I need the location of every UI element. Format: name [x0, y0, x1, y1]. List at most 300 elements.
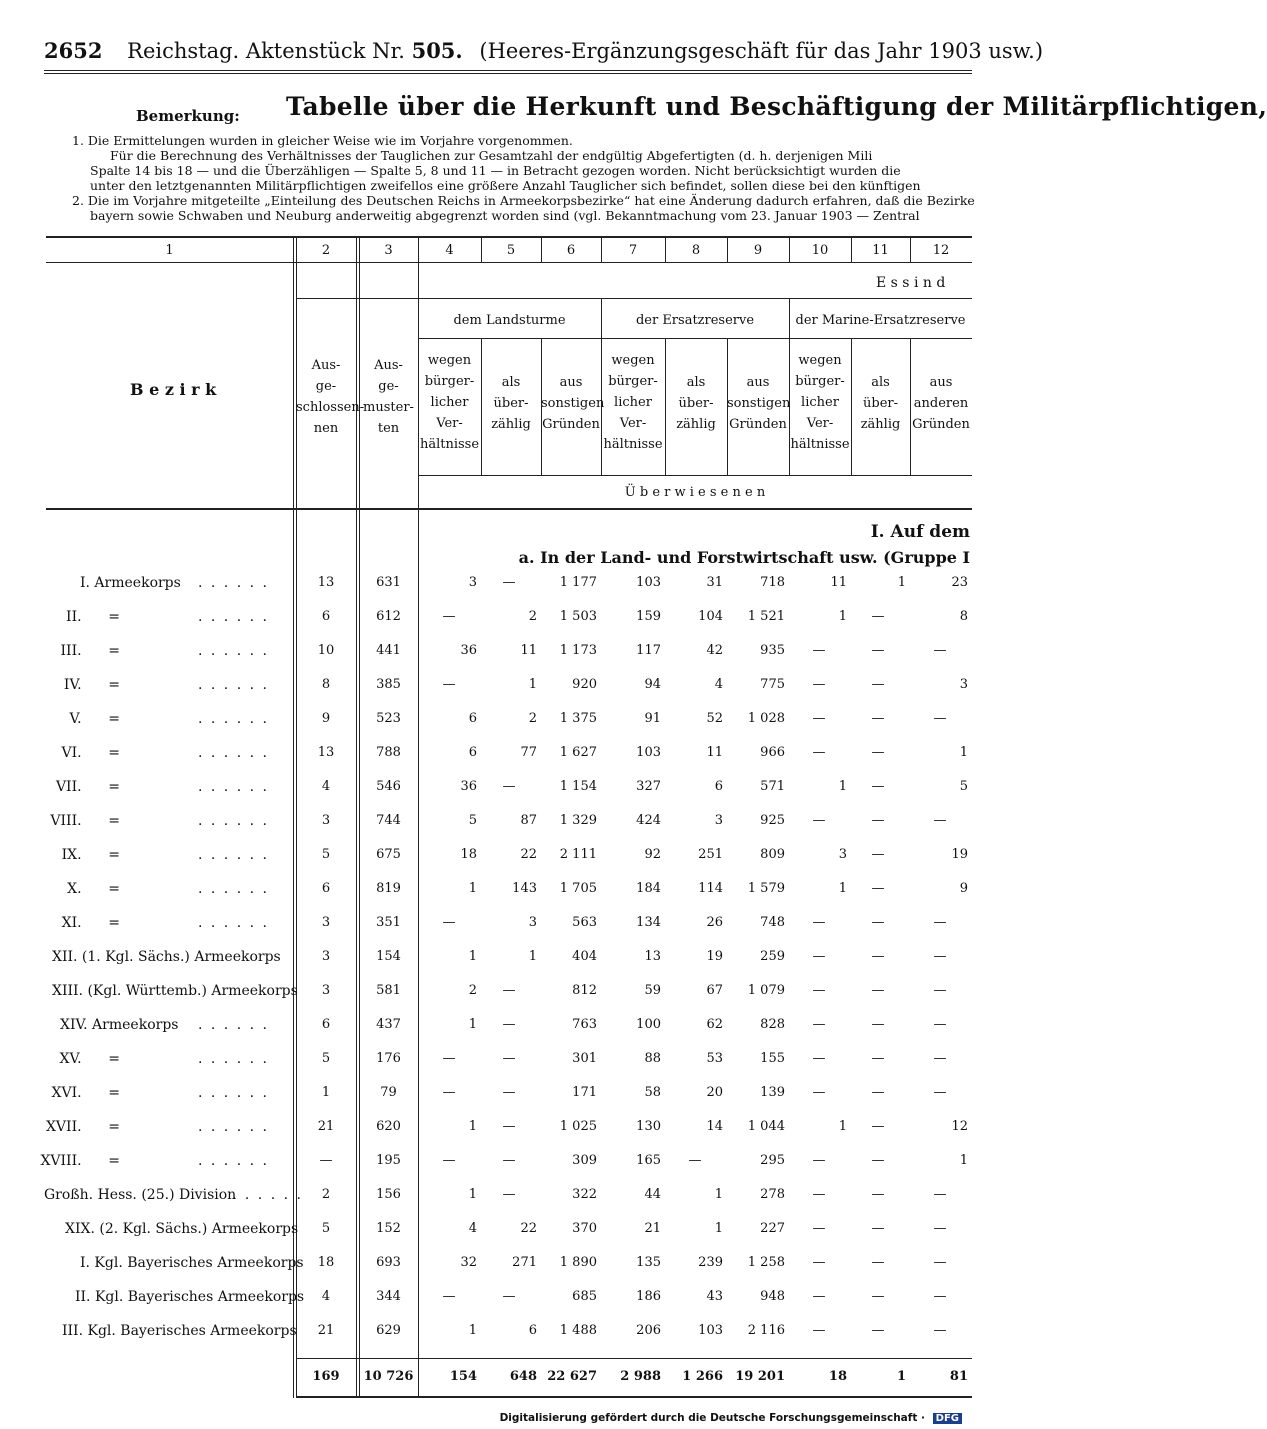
row-label: XVIII. = — [40, 1153, 120, 1169]
table-cell: — — [812, 1255, 826, 1270]
row-label: I. Kgl. Bayerisches Armeekorps — [80, 1255, 304, 1271]
row-label: XIII. (Kgl. Württemb.) Armeekorps — [52, 983, 298, 999]
footer-text: Digitalisierung gefördert durch die Deutsche Forschungsgemeinschaft · — [499, 1412, 925, 1424]
total-cell: 1 266 — [682, 1369, 723, 1384]
row-label: XIV. Armeekorps — [60, 1017, 179, 1033]
table-cell: 23 — [951, 575, 968, 590]
table-cell: 135 — [636, 1255, 661, 1270]
leader-dots: . . . . . . — [198, 813, 269, 829]
leader-dots: . . . . . . — [198, 643, 269, 659]
col-number: 8 — [691, 243, 701, 258]
table-cell: 2 — [468, 983, 477, 998]
header-line: zählig — [676, 417, 716, 432]
table-cell: 1 — [838, 1119, 847, 1134]
page-number: 2652 — [44, 38, 103, 63]
col-als-ueberzaehlig — [851, 372, 910, 435]
table-cell: — — [871, 711, 885, 726]
header-line: aus — [746, 375, 770, 390]
header-line: Ver- — [436, 416, 463, 431]
table-cell: 4 — [321, 779, 331, 794]
table-cell: — — [812, 677, 826, 692]
table-cell: 14 — [706, 1119, 723, 1134]
table-cell: 26 — [706, 915, 723, 930]
col-als-ueberzaehlig — [481, 372, 541, 435]
table-cell: 2 — [528, 609, 537, 624]
table-cell: 11 — [706, 745, 723, 760]
table-cell: — — [871, 677, 885, 692]
footer-credit — [500, 1412, 962, 1424]
header-rule — [44, 70, 972, 71]
header-line: wegen — [611, 353, 655, 368]
table-cell: 12 — [951, 1119, 968, 1134]
table-cell: 1 — [714, 1187, 723, 1202]
table-cell: 171 — [572, 1085, 597, 1100]
ueberwiesenen-heading: Ü b e r w i e s e n e n — [624, 485, 766, 500]
table-cell: — — [871, 1119, 885, 1134]
table-cell: 744 — [376, 813, 401, 828]
table-cell: — — [812, 1051, 826, 1066]
table-cell: 3 — [714, 813, 723, 828]
table-main-title: Tabelle über die Herkunft und Beschäftigung der Militärpflichtigen, — [286, 92, 1267, 121]
table-cell: 9 — [321, 711, 331, 726]
header-line: aus — [929, 375, 953, 390]
table-cell: 18 — [317, 1255, 335, 1270]
table-cell: — — [812, 1289, 826, 1304]
table-cell: — — [933, 1051, 947, 1066]
table-cell: 44 — [644, 1187, 661, 1202]
table-cell: 763 — [572, 1017, 597, 1032]
table-cell: — — [871, 643, 885, 658]
table-cell: 775 — [760, 677, 785, 692]
header-line: Gründen — [729, 417, 787, 432]
table-cell: 176 — [376, 1051, 401, 1066]
table-cell: 11 — [520, 643, 537, 658]
header-line: bürger- — [424, 374, 475, 389]
table-cell: 1 — [468, 1187, 477, 1202]
table-cell: 5 — [959, 779, 968, 794]
table-cell: — — [502, 1017, 516, 1032]
table-cell: 523 — [376, 711, 401, 726]
table-cell: 385 — [376, 677, 401, 692]
table-cell: — — [502, 779, 516, 794]
header-line: ten — [377, 421, 400, 436]
table-cell: — — [442, 1289, 456, 1304]
table-cell: 6 — [321, 881, 331, 896]
table-cell: 59 — [644, 983, 661, 998]
row-label: IV. = — [63, 677, 120, 693]
table-cell: 88 — [644, 1051, 661, 1066]
table-cell: 2 116 — [747, 1323, 785, 1338]
table-cell: 21 — [644, 1221, 661, 1236]
table-cell: 13 — [317, 575, 335, 590]
leader-dots: . . . . . . — [198, 847, 269, 863]
table-cell: 8 — [321, 677, 331, 692]
table-cell: — — [933, 1017, 947, 1032]
table-cell: 5 — [468, 813, 477, 828]
note-line: unter den letztgenannten Militärpflichtigen zweifellos eine größere Anzahl Tauglicher sich befindet, sollen diese bei den künftigen — [90, 178, 921, 193]
total-cell: 19 201 — [735, 1369, 785, 1384]
table-cell: 935 — [760, 643, 785, 658]
header-line: als — [686, 375, 706, 390]
table-cell: 10 — [317, 643, 335, 658]
col-number: 7 — [628, 243, 638, 258]
table-top-rule — [46, 236, 972, 238]
table-cell: 3 — [321, 813, 331, 828]
table-cell: 6 — [714, 779, 723, 794]
total-cell: 81 — [949, 1369, 968, 1384]
table-cell: — — [502, 575, 516, 590]
table-cell: — — [871, 779, 885, 794]
table-cell: — — [442, 677, 456, 692]
header-line: zählig — [491, 417, 531, 432]
row-label: III. = — [60, 643, 120, 659]
leader-dots: . . . . . . — [198, 677, 269, 693]
table-cell: 322 — [572, 1187, 597, 1202]
row-label: III. Kgl. Bayerisches Armeekorps — [62, 1323, 297, 1339]
table-cell: 1 — [468, 949, 477, 964]
table-cell: 693 — [376, 1255, 401, 1270]
table-cell: — — [502, 1153, 516, 1168]
table-cell: — — [688, 1153, 702, 1168]
table-cell: 1 — [468, 1119, 477, 1134]
group-rule — [418, 338, 972, 339]
table-cell: 1 — [838, 779, 847, 794]
header-line: Gründen — [542, 417, 600, 432]
table-cell: 114 — [698, 881, 723, 896]
table-cell: 1 503 — [559, 609, 597, 624]
leader-dots: . . . . . . — [198, 1017, 269, 1033]
table-cell: 22 — [520, 847, 537, 862]
table-cell: — — [812, 949, 826, 964]
header-line: ge- — [315, 379, 337, 394]
group-marine-ersatzreserve: der Marine-Ersatzreserve — [795, 313, 966, 328]
table-cell: — — [871, 881, 885, 896]
header-line: licher — [801, 395, 839, 410]
col-wegen-buergerlicher-verhaeltnisse — [601, 350, 665, 455]
total-cell: 22 627 — [547, 1369, 597, 1384]
leader-dots: . . . . . . — [198, 1051, 269, 1067]
table-cell: — — [812, 1153, 826, 1168]
table-cell: — — [871, 1255, 885, 1270]
note-line: 2. Die im Vorjahre mitgeteilte „Einteilung des Deutschen Reichs in Armeekorpsbezirke“ hat eine Änderung dadurch erfahren, daß die Bezirke — [72, 193, 975, 208]
remark-label: Bemerkung: — [136, 107, 240, 125]
row-label: II. = — [66, 609, 120, 625]
table-cell: — — [871, 1153, 885, 1168]
row-label: XVI. = — [51, 1085, 120, 1101]
table-cell: — — [933, 1187, 947, 1202]
table-cell: 4 — [468, 1221, 477, 1236]
row-label: VIII. = — [50, 813, 120, 829]
table-cell: — — [871, 1051, 885, 1066]
row-label: II. Kgl. Bayerisches Armeekorps — [75, 1289, 305, 1305]
col-number: 9 — [753, 243, 763, 258]
total-cell: 1 — [896, 1369, 906, 1384]
table-cell: 92 — [644, 847, 661, 862]
table-cell: 1 — [959, 1153, 968, 1168]
header-title: Reichstag. Aktenstück Nr. — [127, 39, 405, 63]
table-cell: 87 — [520, 813, 537, 828]
table-cell: 1 177 — [559, 575, 597, 590]
table-cell: 1 — [714, 1221, 723, 1236]
leader-dots: . . . . . . — [198, 779, 269, 795]
table-cell: — — [319, 1153, 333, 1168]
header-line: schlossen- — [296, 400, 365, 415]
row-label: V. = — [69, 711, 120, 727]
table-cell: 295 — [760, 1153, 785, 1168]
table-cell: — — [442, 1085, 456, 1100]
row-label: XII. (1. Kgl. Sächs.) Armeekorps — [52, 949, 281, 965]
dfg-logo: DFG — [933, 1413, 962, 1424]
col-number: 6 — [566, 243, 576, 258]
header-line: als — [871, 375, 890, 390]
table-cell: 1 579 — [747, 881, 785, 896]
table-cell: — — [442, 1051, 456, 1066]
table-cell: — — [812, 915, 826, 930]
table-cell: 103 — [698, 1323, 723, 1338]
header-line: hältnisse — [603, 437, 663, 452]
header-line: aus — [559, 375, 583, 390]
table-cell: 3 — [959, 677, 968, 692]
leader-dots: . . . . . . — [198, 575, 269, 591]
es-sind-rule — [296, 298, 972, 299]
table-cell: 1 — [468, 881, 477, 896]
col-wegen-buergerlicher-verhaeltnisse — [418, 350, 481, 455]
table-cell: 227 — [760, 1221, 785, 1236]
table-cell: 629 — [376, 1323, 401, 1338]
table-cell: 186 — [636, 1289, 661, 1304]
table-cell: 13 — [644, 949, 661, 964]
table-cell: 1 — [468, 1017, 477, 1032]
table-cell: — — [871, 1289, 885, 1304]
table-cell: — — [502, 1085, 516, 1100]
col-number: 12 — [932, 243, 950, 258]
table-cell: 154 — [376, 949, 401, 964]
table-cell: 103 — [636, 575, 661, 590]
table-cell: 11 — [830, 575, 847, 590]
table-cell: 152 — [376, 1221, 401, 1236]
table-cell: 788 — [376, 745, 401, 760]
table-cell: 156 — [376, 1187, 401, 1202]
table-cell: 301 — [572, 1051, 597, 1066]
table-cell: — — [871, 1323, 885, 1338]
table-cell: — — [502, 983, 516, 998]
leader-dots: . . . . . . — [198, 609, 269, 625]
table-cell: — — [812, 1085, 826, 1100]
header-line: wegen — [427, 353, 472, 368]
table-cell: — — [871, 847, 885, 862]
note-line: bayern sowie Schwaben und Neuburg anderweitig abgegrenzt worden sind (vgl. Bekanntmachung vom 23. Januar 1903 — Zentral — [90, 208, 920, 223]
table-cell: — — [812, 1221, 826, 1236]
table-cell: 103 — [636, 745, 661, 760]
table-cell: — — [871, 745, 885, 760]
table-cell: 6 — [468, 711, 477, 726]
table-cell: 1 890 — [559, 1255, 597, 1270]
table-cell: 612 — [376, 609, 401, 624]
leader-dots: . . . . . . — [198, 711, 269, 727]
header-line: als — [501, 375, 521, 390]
leader-dots: . . . . . . — [232, 1187, 303, 1203]
total-cell: 154 — [449, 1369, 477, 1384]
table-cell: — — [442, 915, 456, 930]
table-cell: — — [502, 1289, 516, 1304]
table-cell: 1 — [959, 745, 968, 760]
table-cell: 1 258 — [747, 1255, 785, 1270]
table-cell: 165 — [636, 1153, 661, 1168]
table-cell: 259 — [760, 949, 785, 964]
col-wegen-buergerlicher-verhaeltnisse — [789, 350, 851, 455]
table-cell: 36 — [460, 643, 477, 658]
table-cell: — — [871, 813, 885, 828]
table-cell: 43 — [706, 1289, 723, 1304]
table-cell: 1 627 — [559, 745, 597, 760]
header-line: licher — [430, 395, 469, 410]
group-landsturm: dem Landsturme — [453, 313, 566, 328]
col-number: 10 — [811, 243, 829, 258]
header-line: ge- — [378, 379, 399, 394]
table-cell: 3 — [321, 949, 331, 964]
table-cell: 5 — [321, 1051, 331, 1066]
leader-dots: . . . . . . — [198, 1119, 269, 1135]
table-cell: 1 — [897, 575, 906, 590]
table-cell: 139 — [760, 1085, 785, 1100]
table-cell: 271 — [512, 1255, 537, 1270]
table-cell: 53 — [706, 1051, 723, 1066]
table-cell: 9 — [959, 881, 968, 896]
table-cell: 67 — [706, 983, 723, 998]
table-cell: 134 — [636, 915, 661, 930]
table-cell: 31 — [706, 575, 723, 590]
leader-dots: . . . . . . — [198, 1153, 269, 1169]
row-label: XV. = — [59, 1051, 120, 1067]
table-cell: — — [871, 983, 885, 998]
row-label: VII. = — [55, 779, 120, 795]
table-cell: 351 — [376, 915, 401, 930]
table-cell: 424 — [636, 813, 661, 828]
header-line: Aus- — [311, 358, 341, 373]
table-cell: 581 — [376, 983, 401, 998]
row-label: IX. = — [61, 847, 120, 863]
header-line: über- — [678, 396, 714, 411]
leader-dots: . . . . . . — [198, 745, 269, 761]
table-cell: — — [871, 1187, 885, 1202]
table-cell: 6 — [528, 1323, 537, 1338]
col-number: 3 — [384, 243, 393, 258]
col-number: 11 — [872, 243, 889, 258]
table-cell: 52 — [706, 711, 723, 726]
table-cell: 404 — [572, 949, 597, 964]
table-cell: 91 — [644, 711, 661, 726]
table-cell: 309 — [572, 1153, 597, 1168]
table-cell: 36 — [460, 779, 477, 794]
table-cell: — — [871, 1221, 885, 1236]
table-cell: — — [502, 1051, 516, 1066]
header-line: licher — [614, 395, 652, 410]
table-cell: — — [933, 915, 947, 930]
table-cell: — — [812, 711, 826, 726]
table-cell: 809 — [760, 847, 785, 862]
col-number: 4 — [445, 243, 454, 258]
table-cell: — — [933, 1323, 947, 1338]
row-label: Großh. Hess. (25.) Division — [44, 1187, 237, 1203]
table-cell: 19 — [951, 847, 968, 862]
leader-dots: . . . . . . — [198, 1085, 269, 1101]
table-cell: 441 — [376, 643, 401, 658]
col-number: 5 — [506, 243, 516, 258]
row-label: VI. = — [61, 745, 120, 761]
table-cell: 79 — [380, 1085, 397, 1100]
table-cell: — — [933, 711, 947, 726]
table-cell: 2 111 — [559, 847, 597, 862]
table-cell: — — [442, 609, 456, 624]
table-cell: 571 — [760, 779, 785, 794]
table-cell: 748 — [760, 915, 785, 930]
totals-rule — [296, 1358, 972, 1359]
row-label: XIX. (2. Kgl. Sächs.) Armeekorps — [65, 1221, 299, 1237]
header-subtitle: (Heeres-Ergänzungsgeschäft für das Jahr 1903 usw.) — [479, 39, 1044, 63]
table-cell: 21 — [317, 1323, 335, 1338]
table-cell: 1 705 — [559, 881, 597, 896]
table-cell: 104 — [698, 609, 723, 624]
table-cell: 1 — [321, 1085, 331, 1100]
header-line: muster- — [363, 400, 414, 415]
table-cell: 3 — [321, 915, 331, 930]
row-label: XI. = — [61, 915, 120, 931]
col-aus-sonstigen-gruenden — [727, 372, 789, 435]
table-cell: — — [812, 1187, 826, 1202]
table-cell: 278 — [760, 1187, 785, 1202]
table-cell: 1 028 — [747, 711, 785, 726]
table-cell: — — [812, 1323, 826, 1338]
table-cell: — — [871, 949, 885, 964]
table-cell: 685 — [572, 1289, 597, 1304]
table-cell: 5 — [321, 847, 331, 862]
table-cell: — — [933, 813, 947, 828]
table-cell: — — [442, 1153, 456, 1168]
header-line: zählig — [860, 417, 901, 432]
table-cell: 3 — [468, 575, 477, 590]
table-cell: — — [502, 1119, 516, 1134]
table-cell: 1 — [468, 1323, 477, 1338]
total-cell: 169 — [312, 1369, 340, 1384]
col-als-ueberzaehlig — [665, 372, 727, 435]
table-cell: 718 — [760, 575, 785, 590]
col-aus-anderen-gruenden — [910, 372, 972, 435]
table-cell: 77 — [520, 745, 537, 760]
table-cell: — — [871, 1085, 885, 1100]
table-cell: 21 — [317, 1119, 335, 1134]
table-cell: — — [871, 609, 885, 624]
table-cell: — — [933, 983, 947, 998]
table-cell: 675 — [376, 847, 401, 862]
table-cell: 3 — [528, 915, 537, 930]
table-cell: 1 079 — [747, 983, 785, 998]
note-line: Spalte 14 bis 18 — und die Überzähligen — Spalte 5, 8 und 11 — in Betracht gezogen worden. Nicht berücksichtigt wurden die — [90, 163, 901, 178]
table-cell: — — [933, 643, 947, 658]
table-cell: 6 — [321, 609, 331, 624]
table-cell: 1 154 — [559, 779, 597, 794]
es-sind-heading: E s s i n d — [876, 275, 946, 291]
table-cell: — — [812, 813, 826, 828]
table-cell: 1 025 — [559, 1119, 597, 1134]
col-aus-sonstigen-gruenden — [541, 372, 605, 435]
table-cell: — — [812, 983, 826, 998]
header-line: über- — [493, 396, 529, 411]
table-cell: 100 — [636, 1017, 661, 1032]
table-cell: 22 — [520, 1221, 537, 1236]
table-cell: 1 044 — [747, 1119, 785, 1134]
table-cell: — — [933, 1085, 947, 1100]
col-number: 1 — [165, 243, 174, 258]
